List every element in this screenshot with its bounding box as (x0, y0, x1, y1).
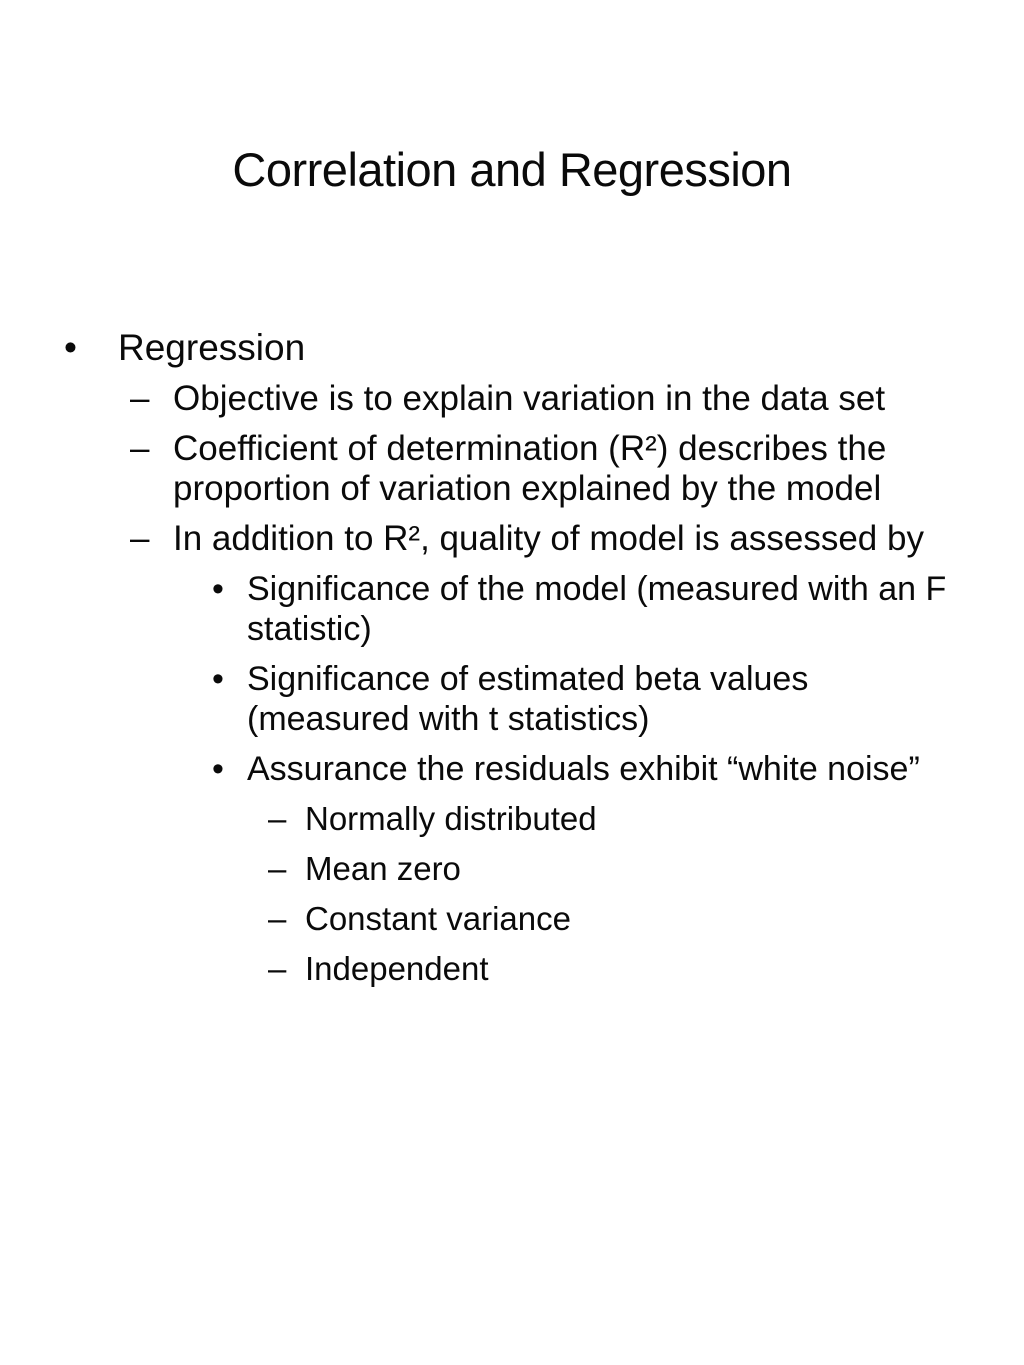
bullet-item-coefficient (0, 429, 1024, 509)
bullet-item-assurance (0, 749, 1024, 789)
bullet-marker: • (212, 660, 224, 698)
bullet-text: Regression (118, 327, 306, 368)
dash-marker: – (268, 850, 287, 887)
bullet-marker: • (212, 750, 224, 788)
slide-body (0, 327, 1024, 999)
bullet-item-significance-beta (0, 659, 1024, 739)
dash-marker: – (130, 429, 150, 468)
bullet-item-mean-zero (0, 849, 1024, 889)
bullet-text: Significance of estimated beta values (measured with t statistics) (247, 660, 809, 738)
bullet-marker: • (212, 570, 224, 608)
bullet-text: Significance of the model (measured with an F statistic) (247, 570, 947, 648)
slide-title: Correlation and Regression (232, 143, 792, 196)
bullet-text: Assurance the residuals exhibit “white noise” (247, 750, 920, 788)
bullet-item-independent (0, 949, 1024, 989)
bullet-text: Coefficient of determination (R²) describes the proportion of variation explained by the model (173, 429, 887, 508)
bullet-text: In addition to R², quality of model is assessed by (173, 519, 924, 558)
bullet-item-objective (0, 379, 1024, 419)
bullet-text: Normally distributed (305, 800, 597, 837)
dash-marker: – (268, 800, 287, 837)
bullet-item-in-addition (0, 519, 1024, 559)
bullet-item-normally-distributed (0, 799, 1024, 839)
bullet-text: Objective is to explain variation in the data set (173, 379, 886, 418)
bullet-item-regression (0, 327, 1024, 369)
bullet-text: Mean zero (305, 850, 461, 887)
bullet-marker: • (64, 327, 77, 368)
dash-marker: – (268, 900, 287, 937)
bullet-text: Independent (305, 950, 489, 987)
dash-marker: – (268, 950, 287, 987)
dash-marker: – (130, 519, 150, 558)
bullet-text: Constant variance (305, 900, 571, 937)
dash-marker: – (130, 379, 150, 418)
bullet-item-significance-model (0, 569, 1024, 649)
bullet-item-constant-variance (0, 899, 1024, 939)
